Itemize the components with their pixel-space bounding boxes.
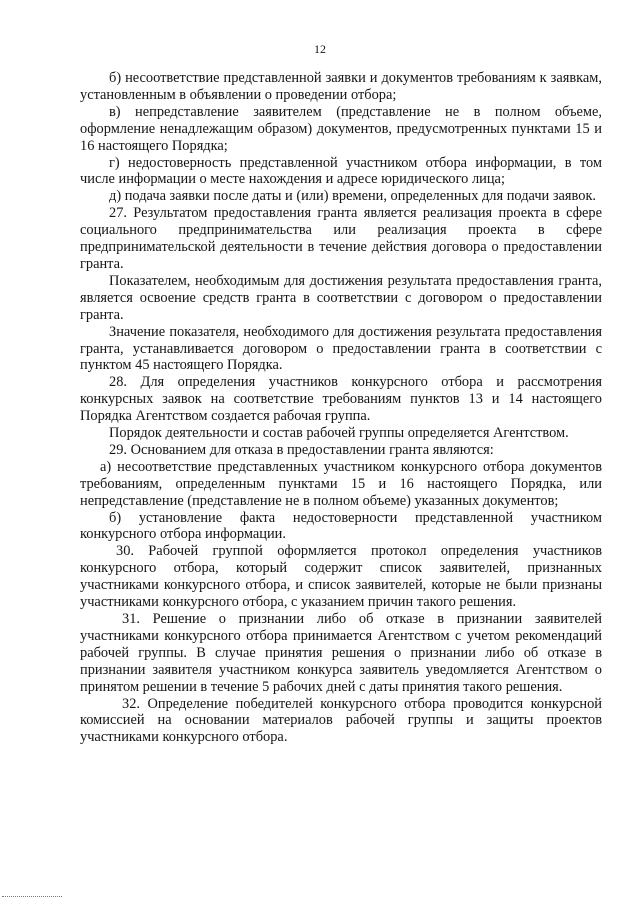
paragraph-30-protocol: 30. Рабочей группой оформляется протокол определения участников конкурсного отбора, который содержит список заявителей, признанных участниками конкурсного отбора, и список заявителей, которые не были признаны участниками конкурсного отбора, с указанием причин такого решения. <box>80 543 602 611</box>
paragraph-b-nonconformity: б) несоответствие представленной заявки и документов требованиям к заявкам, установленным в объявлении о проведении отбора; <box>80 70 602 103</box>
paragraph-d-late-submission: д) подача заявки после даты и (или) времени, определенных для подачи заявок. <box>109 188 597 205</box>
paragraph-29-grounds: 29. Основанием для отказа в предоставлении гранта являются: <box>109 441 494 458</box>
paragraph-31-decision: 31. Решение о признании либо об отказе в признании заявителей участниками конкурсного отбора принимается Агентством с учетом рекомендаций рабочей группы. В случае принятия решения о признании либо об отказе в признании заявителя участником конкурса заявитель уведомляется Агентством о принятом решении в течение 5 рабочих дней с даты принятия такого решения. <box>80 611 602 695</box>
paragraph-27-indicator: Показателем, необходимым для достижения результата предоставления гранта, является освоение средств гранта в соответствии с договором о предоставлении гранта. <box>80 272 602 323</box>
paragraph-28-procedure: Порядок деятельности и состав рабочей группы определяется Агентством. <box>109 425 569 442</box>
paragraph-29-b: б) установление факта недостоверности представленной участником конкурсного отбора информации. <box>80 509 602 543</box>
paragraph-27-indicator-value: Значение показателя, необходимого для достижения результата предоставления гранта, устанавливается договором о предоставлении гранта в соответствии с пунктом 45 настоящего Порядка. <box>80 323 602 374</box>
document-body <box>80 70 602 746</box>
scan-edge-marks <box>2 896 62 899</box>
paragraph-32-winners: 32. Определение победителей конкурсного отбора проводится конкурсной комиссией на основании материалов рабочей группы и защиты проектов участниками конкурсного отбора. <box>80 695 602 746</box>
paragraph-28-working-group: 28. Для определения участников конкурсного отбора и рассмотрения конкурсных заявок на соответствие требованиям пунктов 13 и 14 настоящего Порядка Агентством создается рабочая группа. <box>80 374 602 425</box>
page-number: 12 <box>314 42 326 56</box>
paragraph-27-result: 27. Результатом предоставления гранта является реализация проекта в сфере социального предпринимательства или реализация проекта в сфере предпринимательской деятельности в течение действия договора о предоставлении гранта. <box>80 205 602 272</box>
paragraph-29-a: а) несоответствие представленных участником конкурсного отбора документов требованиям, определенным пунктами 15 и 16 настоящего Порядка, или непредставление (представление не в полном объеме) указанных документов; <box>80 458 602 509</box>
paragraph-g-inaccuracy: г) недостоверность представленной участником отбора информации, в том числе информации о месте нахождения и адресе юридического лица; <box>80 154 602 188</box>
paragraph-v-nonsubmission: в) непредставление заявителем (представление не в полном объеме, оформление ненадлежащим образом) документов, предусмотренных пунктами 15 и 16 настоящего Порядка; <box>80 103 602 154</box>
